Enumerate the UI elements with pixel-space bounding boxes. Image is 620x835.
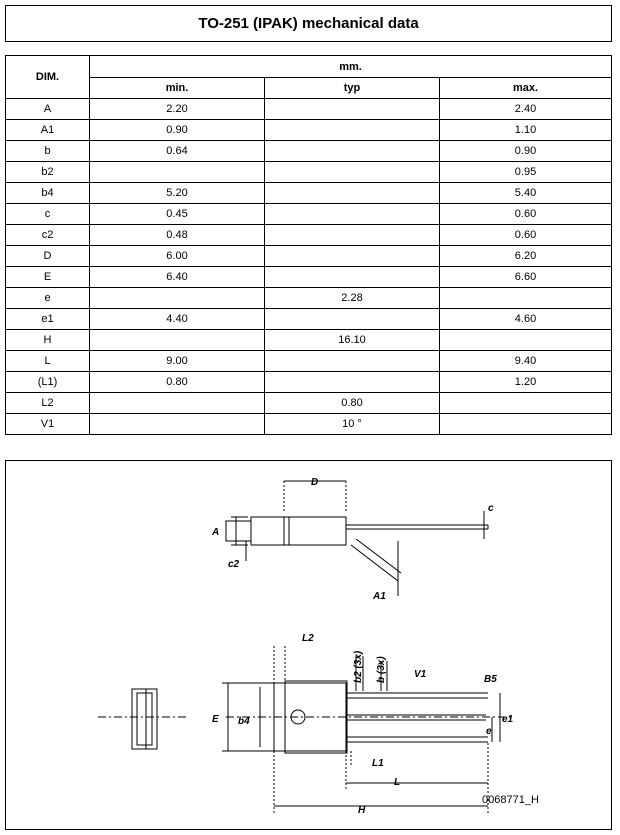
cell-min: 4.40 <box>90 309 265 330</box>
cell-dim: c2 <box>6 225 90 246</box>
cell-min <box>90 414 265 435</box>
cell-dim: A1 <box>6 120 90 141</box>
cell-max: 1.20 <box>440 372 612 393</box>
table-row <box>6 330 612 351</box>
table-row <box>6 372 612 393</box>
cell-typ <box>265 267 440 288</box>
typ-header: typ <box>265 78 440 99</box>
drawing-code: 0068771_H <box>482 794 539 806</box>
cell-min: 9.00 <box>90 351 265 372</box>
cell-min: 6.00 <box>90 246 265 267</box>
cell-typ <box>265 99 440 120</box>
page-title: TO-251 (IPAK) mechanical data <box>5 5 612 42</box>
unit-header: mm. <box>90 56 612 78</box>
cell-max: 0.95 <box>440 162 612 183</box>
label-c: c <box>488 503 494 514</box>
label-b2: b2 (3x) <box>353 650 364 683</box>
cell-dim: E <box>6 267 90 288</box>
table-row <box>6 204 612 225</box>
cell-dim: V1 <box>6 414 90 435</box>
cell-dim: c <box>6 204 90 225</box>
table-row <box>6 120 612 141</box>
cell-dim: D <box>6 246 90 267</box>
cell-max: 6.20 <box>440 246 612 267</box>
cell-max <box>440 330 612 351</box>
label-H: H <box>358 805 366 816</box>
cell-max: 6.60 <box>440 267 612 288</box>
table-row <box>6 393 612 414</box>
cell-dim: e1 <box>6 309 90 330</box>
label-e: e <box>486 726 492 737</box>
table-row <box>6 183 612 204</box>
label-A1: A1 <box>373 591 386 602</box>
cell-typ <box>265 309 440 330</box>
cell-dim: b <box>6 141 90 162</box>
cell-max <box>440 288 612 309</box>
cell-max: 5.40 <box>440 183 612 204</box>
table-row <box>6 414 612 435</box>
cell-dim: A <box>6 99 90 120</box>
cell-typ: 2.28 <box>265 288 440 309</box>
cell-dim: L2 <box>6 393 90 414</box>
cell-typ <box>265 120 440 141</box>
cell-max: 2.40 <box>440 99 612 120</box>
cell-typ <box>265 225 440 246</box>
cell-max <box>440 393 612 414</box>
cell-min: 5.20 <box>90 183 265 204</box>
label-L2: L2 <box>302 633 314 644</box>
table-row <box>6 225 612 246</box>
cell-dim: (L1) <box>6 372 90 393</box>
label-L: L <box>394 777 401 788</box>
cell-dim: b4 <box>6 183 90 204</box>
cell-max: 0.60 <box>440 225 612 246</box>
cell-typ: 16.10 <box>265 330 440 351</box>
cell-typ <box>265 183 440 204</box>
label-b4: b4 <box>238 716 250 727</box>
cell-typ <box>265 162 440 183</box>
cell-max: 9.40 <box>440 351 612 372</box>
cell-dim: H <box>6 330 90 351</box>
cell-max: 0.60 <box>440 204 612 225</box>
table-row <box>6 351 612 372</box>
cell-min <box>90 162 265 183</box>
label-L1: L1 <box>372 758 384 769</box>
cell-min <box>90 288 265 309</box>
mechanical-drawing <box>5 460 612 830</box>
table-row <box>6 246 612 267</box>
cell-typ <box>265 351 440 372</box>
cell-typ: 0.80 <box>265 393 440 414</box>
cell-typ <box>265 246 440 267</box>
mechanical-data-table <box>5 55 612 435</box>
table-row <box>6 288 612 309</box>
cell-max: 0.90 <box>440 141 612 162</box>
cell-min <box>90 393 265 414</box>
cell-dim: L <box>6 351 90 372</box>
label-b: b (3x) <box>376 656 387 683</box>
label-B5: B5 <box>484 674 497 685</box>
cell-typ: 10 ° <box>265 414 440 435</box>
cell-max: 4.60 <box>440 309 612 330</box>
dim-header: DIM. <box>6 56 90 99</box>
cell-min: 2.20 <box>90 99 265 120</box>
label-E: E <box>212 714 219 725</box>
cell-min: 6.40 <box>90 267 265 288</box>
table-row <box>6 141 612 162</box>
cell-min: 0.64 <box>90 141 265 162</box>
min-header: min. <box>90 78 265 99</box>
cell-dim: b2 <box>6 162 90 183</box>
cell-min: 0.90 <box>90 120 265 141</box>
cell-dim: e <box>6 288 90 309</box>
side-view-body <box>251 517 346 545</box>
cell-min: 0.48 <box>90 225 265 246</box>
cell-min <box>90 330 265 351</box>
table-row <box>6 162 612 183</box>
label-D: D <box>311 477 319 488</box>
max-header: max. <box>440 78 612 99</box>
cell-typ <box>265 372 440 393</box>
label-V1: V1 <box>414 669 427 680</box>
package-outline-drawing <box>6 461 611 829</box>
cell-min: 0.45 <box>90 204 265 225</box>
cell-min: 0.80 <box>90 372 265 393</box>
cell-max <box>440 414 612 435</box>
table-row <box>6 309 612 330</box>
label-c2: c2 <box>228 559 240 570</box>
table-row <box>6 99 612 120</box>
label-A: A <box>212 527 220 538</box>
cell-typ <box>265 204 440 225</box>
cell-max: 1.10 <box>440 120 612 141</box>
cell-typ <box>265 141 440 162</box>
table-row <box>6 267 612 288</box>
label-e1: e1 <box>502 714 514 725</box>
